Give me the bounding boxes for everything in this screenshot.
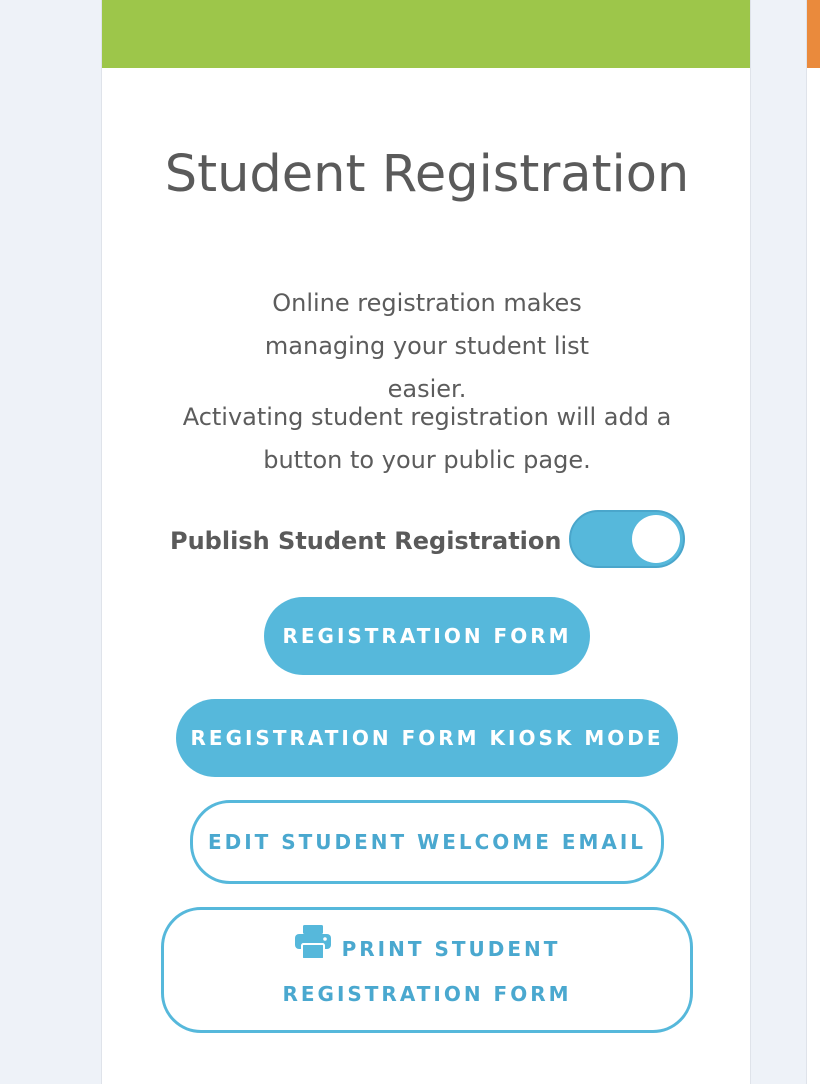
toggle-knob: [632, 515, 680, 563]
printer-icon: [294, 925, 332, 972]
next-card-edge: [806, 0, 820, 1084]
registration-form-button[interactable]: [264, 597, 590, 675]
description-online-registration: Online registration makes managing your student list easier.: [264, 289, 590, 403]
edit-welcome-email-button[interactable]: [190, 800, 664, 884]
page-title: Student Registration: [164, 145, 690, 204]
description-activation: Activating student registration will add a button to your public page.: [182, 403, 672, 474]
publish-registration-row: [102, 510, 752, 570]
card-header-bar: [102, 0, 750, 68]
print-button-content: [207, 927, 647, 1014]
print-registration-form-button[interactable]: [161, 907, 693, 1033]
next-card-header-bar: [807, 0, 820, 68]
student-registration-card: [101, 0, 751, 1084]
kiosk-mode-button-label: REGISTRATION FORM KIOSK MODE: [190, 726, 664, 750]
edit-welcome-email-button-label: EDIT STUDENT WELCOME EMAIL: [207, 830, 647, 854]
print-registration-form-button-label: PRINT STUDENT REGISTRATION FORM: [282, 936, 572, 1006]
publish-registration-toggle[interactable]: [569, 510, 685, 568]
registration-form-button-label: REGISTRATION FORM: [282, 624, 572, 648]
kiosk-mode-button[interactable]: [176, 699, 678, 777]
publish-registration-label: Publish Student Registration: [170, 527, 562, 555]
